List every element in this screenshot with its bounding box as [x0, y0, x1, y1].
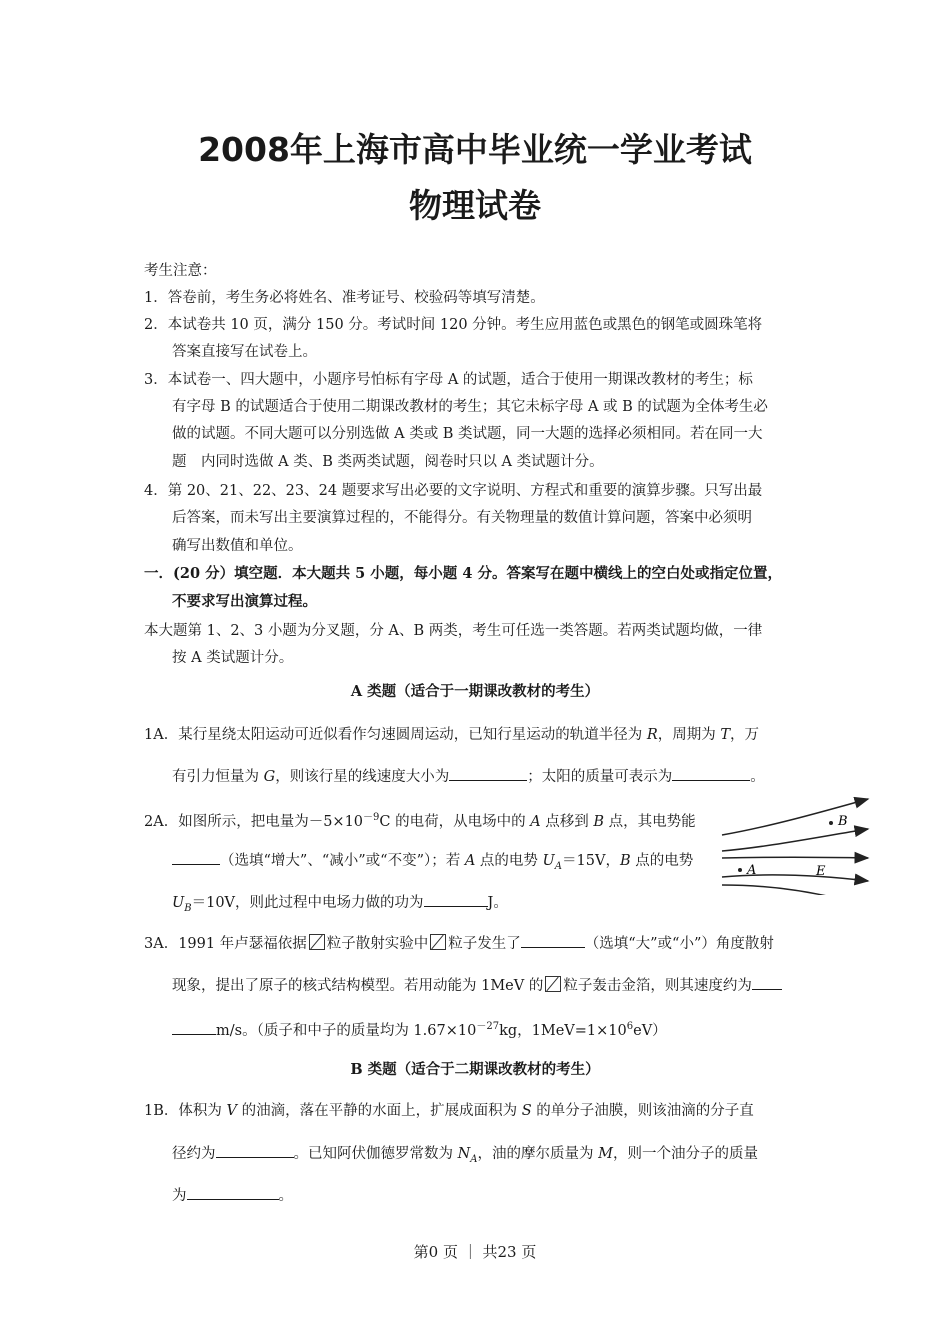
notice-item: 题 内同时选做 A 类、B 类两类试题，阅卷时只以 A 类试题计分。: [172, 454, 604, 470]
alpha-symbol-icon: [545, 976, 561, 992]
notice-item: 做的试题。不同大题可以分别选做 A 类或 B 类试题，同一大题的选择必须相同。若在同一大: [172, 426, 763, 442]
exam-subtitle: 物理试卷: [409, 186, 541, 225]
alpha-symbol-icon: [430, 934, 446, 950]
notice-item: 答案直接写在试卷上。: [172, 344, 317, 360]
question-3a-line2: 现象，提出了原子的核式结构模型。若用动能为 1MeV 的 粒子轰击金箔，则其速度约为: [172, 975, 842, 996]
electric-field-figure: [718, 795, 873, 895]
point-b-dot: [829, 821, 833, 825]
field-line: [722, 875, 868, 881]
field-line: [722, 857, 868, 858]
answer-blank[interactable]: [187, 1185, 279, 1200]
heading-a-type: A 类题（适合于一期课改教材的考生）: [350, 683, 600, 700]
answer-blank[interactable]: [172, 850, 220, 865]
question-2a-line1: 2A．如图所示，把电量为$-5\times 10^{-9}C$ 的电荷，从电场中的 A 点移到 B 点，其电势能: [144, 812, 696, 830]
question-3a-line1: 3A．1991 年卢瑟福依据 粒子散射实验中 粒子发生了 （选填“大”或“小”）角度散射: [144, 933, 814, 954]
question-2a-line2: （选填“增大”、“减小”或“不变”）；若 A 点的电势 $U_A=15V$，B 点的电势: [172, 850, 842, 877]
question-1b-line1: 1B．体积为 V 的油滴，落在平静的水面上，扩展成面积为 S 的单分子油膜，则该油滴的分子直: [144, 1103, 754, 1119]
section-heading-cont: 不要求写出演算过程。: [172, 593, 317, 610]
notice-item: 4．第 20、21、22、23、24 题要求写出必要的文字说明、方程式和重要的演算步骤。只写出最: [144, 483, 763, 499]
answer-blank[interactable]: [172, 1020, 216, 1035]
answer-blank[interactable]: [424, 892, 488, 907]
question-2a-line3: $U_B=10V$，则此过程中电场力做的功为 J。: [172, 892, 842, 919]
exam-title: 2008年上海市高中毕业统一学业考试: [198, 130, 752, 169]
notice-heading: 考生注意：: [144, 263, 217, 279]
notice-item: 有字母 B 的试题适合于使用二期课改教材的考生；其它未标字母 A 或 B 的试题为全体考生必: [172, 399, 768, 415]
notice-item: 2．本试卷共 10 页，满分 150 分。考试时间 120 分钟。考生应用蓝色或黑色的钢笔或圆珠笔将: [144, 317, 763, 333]
question-3a-line3: m/s。（质子和中子的质量均为 $1.67\times 10^{-27}kg$，$1MeV=1\times 10^6eV$）: [172, 1017, 842, 1041]
field-e-label: E: [816, 864, 826, 879]
notice-item: 确写出数值和单位。: [172, 538, 303, 554]
answer-blank[interactable]: [672, 766, 750, 781]
point-a-dot: [738, 868, 742, 872]
point-a-label: A: [747, 863, 757, 878]
field-line: [722, 885, 868, 895]
question-1b-line3: 为 。: [172, 1185, 842, 1206]
notice-item: 1．答卷前，考生务必将姓名、准考证号、校验码等填写清楚。: [144, 290, 545, 306]
notice-item: 3．本试卷一、四大题中，小题序号怕标有字母 A 的试题，适合于使用一期课改教材的考生；标: [144, 372, 753, 388]
field-line: [722, 829, 868, 851]
question-1b-line2: 径约为 。已知阿伏伽德罗常数为 $N_A$，油的摩尔质量为 M，则一个油分子的质量: [172, 1143, 842, 1170]
point-b-label: B: [838, 814, 848, 829]
answer-blank[interactable]: [521, 933, 585, 948]
question-1a-line1: 1A．某行星绕太阳运动可近似看作匀速圆周运动，已知行星运动的轨道半径为 R，周期为 T，万: [144, 727, 760, 743]
section-note-cont: 按 A 类试题计分。: [172, 650, 294, 666]
page-footer: 第0 页 ｜ 共23 页: [413, 1243, 537, 1261]
question-1a-line2: 有引力恒量为 G，则该行星的线速度大小为 ；太阳的质量可表示为 。: [172, 766, 842, 787]
heading-b-type: B 类题（适合于二期课改教材的考生）: [350, 1061, 600, 1078]
alpha-symbol-icon: [309, 934, 325, 950]
section-heading: 一．(20 分）填空题．本大题共 5 小题，每小题 4 分。答案写在题中横线上的空白处或指定位置，: [144, 565, 782, 582]
answer-blank[interactable]: [752, 975, 782, 990]
section-note: 本大题第 1、2、3 小题为分叉题，分 A、B 两类，考生可任选一类答题。若两类试题均做，一律: [144, 623, 763, 639]
answer-blank[interactable]: [216, 1143, 294, 1158]
notice-item: 后答案，而未写出主要演算过程的，不能得分。有关物理量的数值计算问题，答案中必须明: [172, 510, 752, 526]
answer-blank[interactable]: [449, 766, 527, 781]
